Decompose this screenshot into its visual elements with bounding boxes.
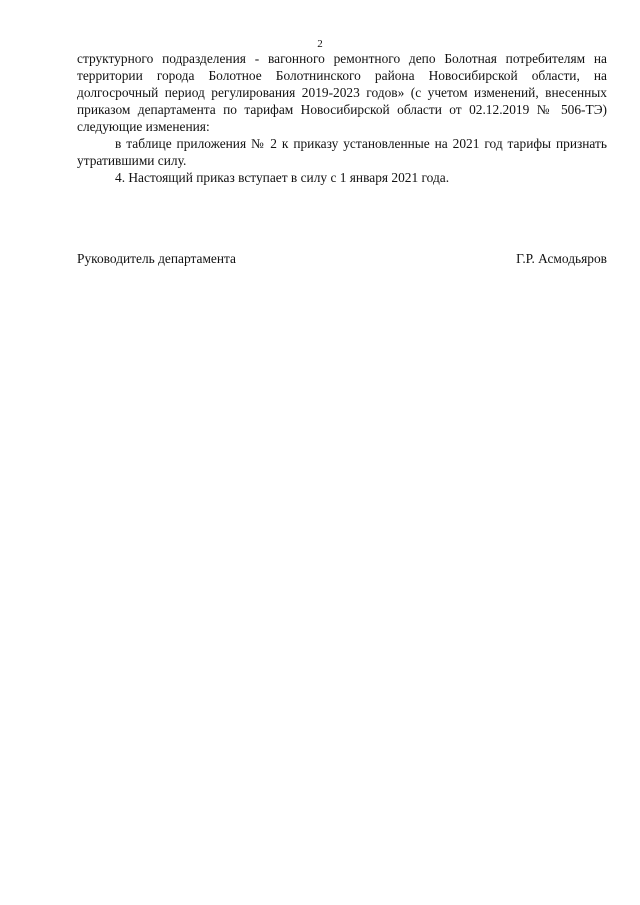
document-body xyxy=(77,50,607,186)
page-number: 2 xyxy=(317,38,323,50)
paragraph-table-changes: в таблице приложения № 2 к приказу установленные на 2021 год тарифы признать утратившими силу. xyxy=(77,136,607,168)
signature-block xyxy=(77,250,607,267)
signatory-position: Руководитель департамента xyxy=(77,251,236,266)
signatory-name: Г.Р. Асмодьяров xyxy=(516,251,607,266)
paragraph-continuation: структурного подразделения - вагонного ремонтного депо Болотная потребителям на территории города Болотное Болотнинского района Новосибирской области, на долгосрочный период регулирования 2019-2023 годов» (с учетом изменений, внесенных приказом департамента по тарифам Новосибирской области от 02.12.2019 № 506-ТЭ) следующие изменения: xyxy=(77,51,607,134)
paragraph-effective-date: 4. Настоящий приказ вступает в силу с 1 января 2021 года. xyxy=(115,170,450,185)
